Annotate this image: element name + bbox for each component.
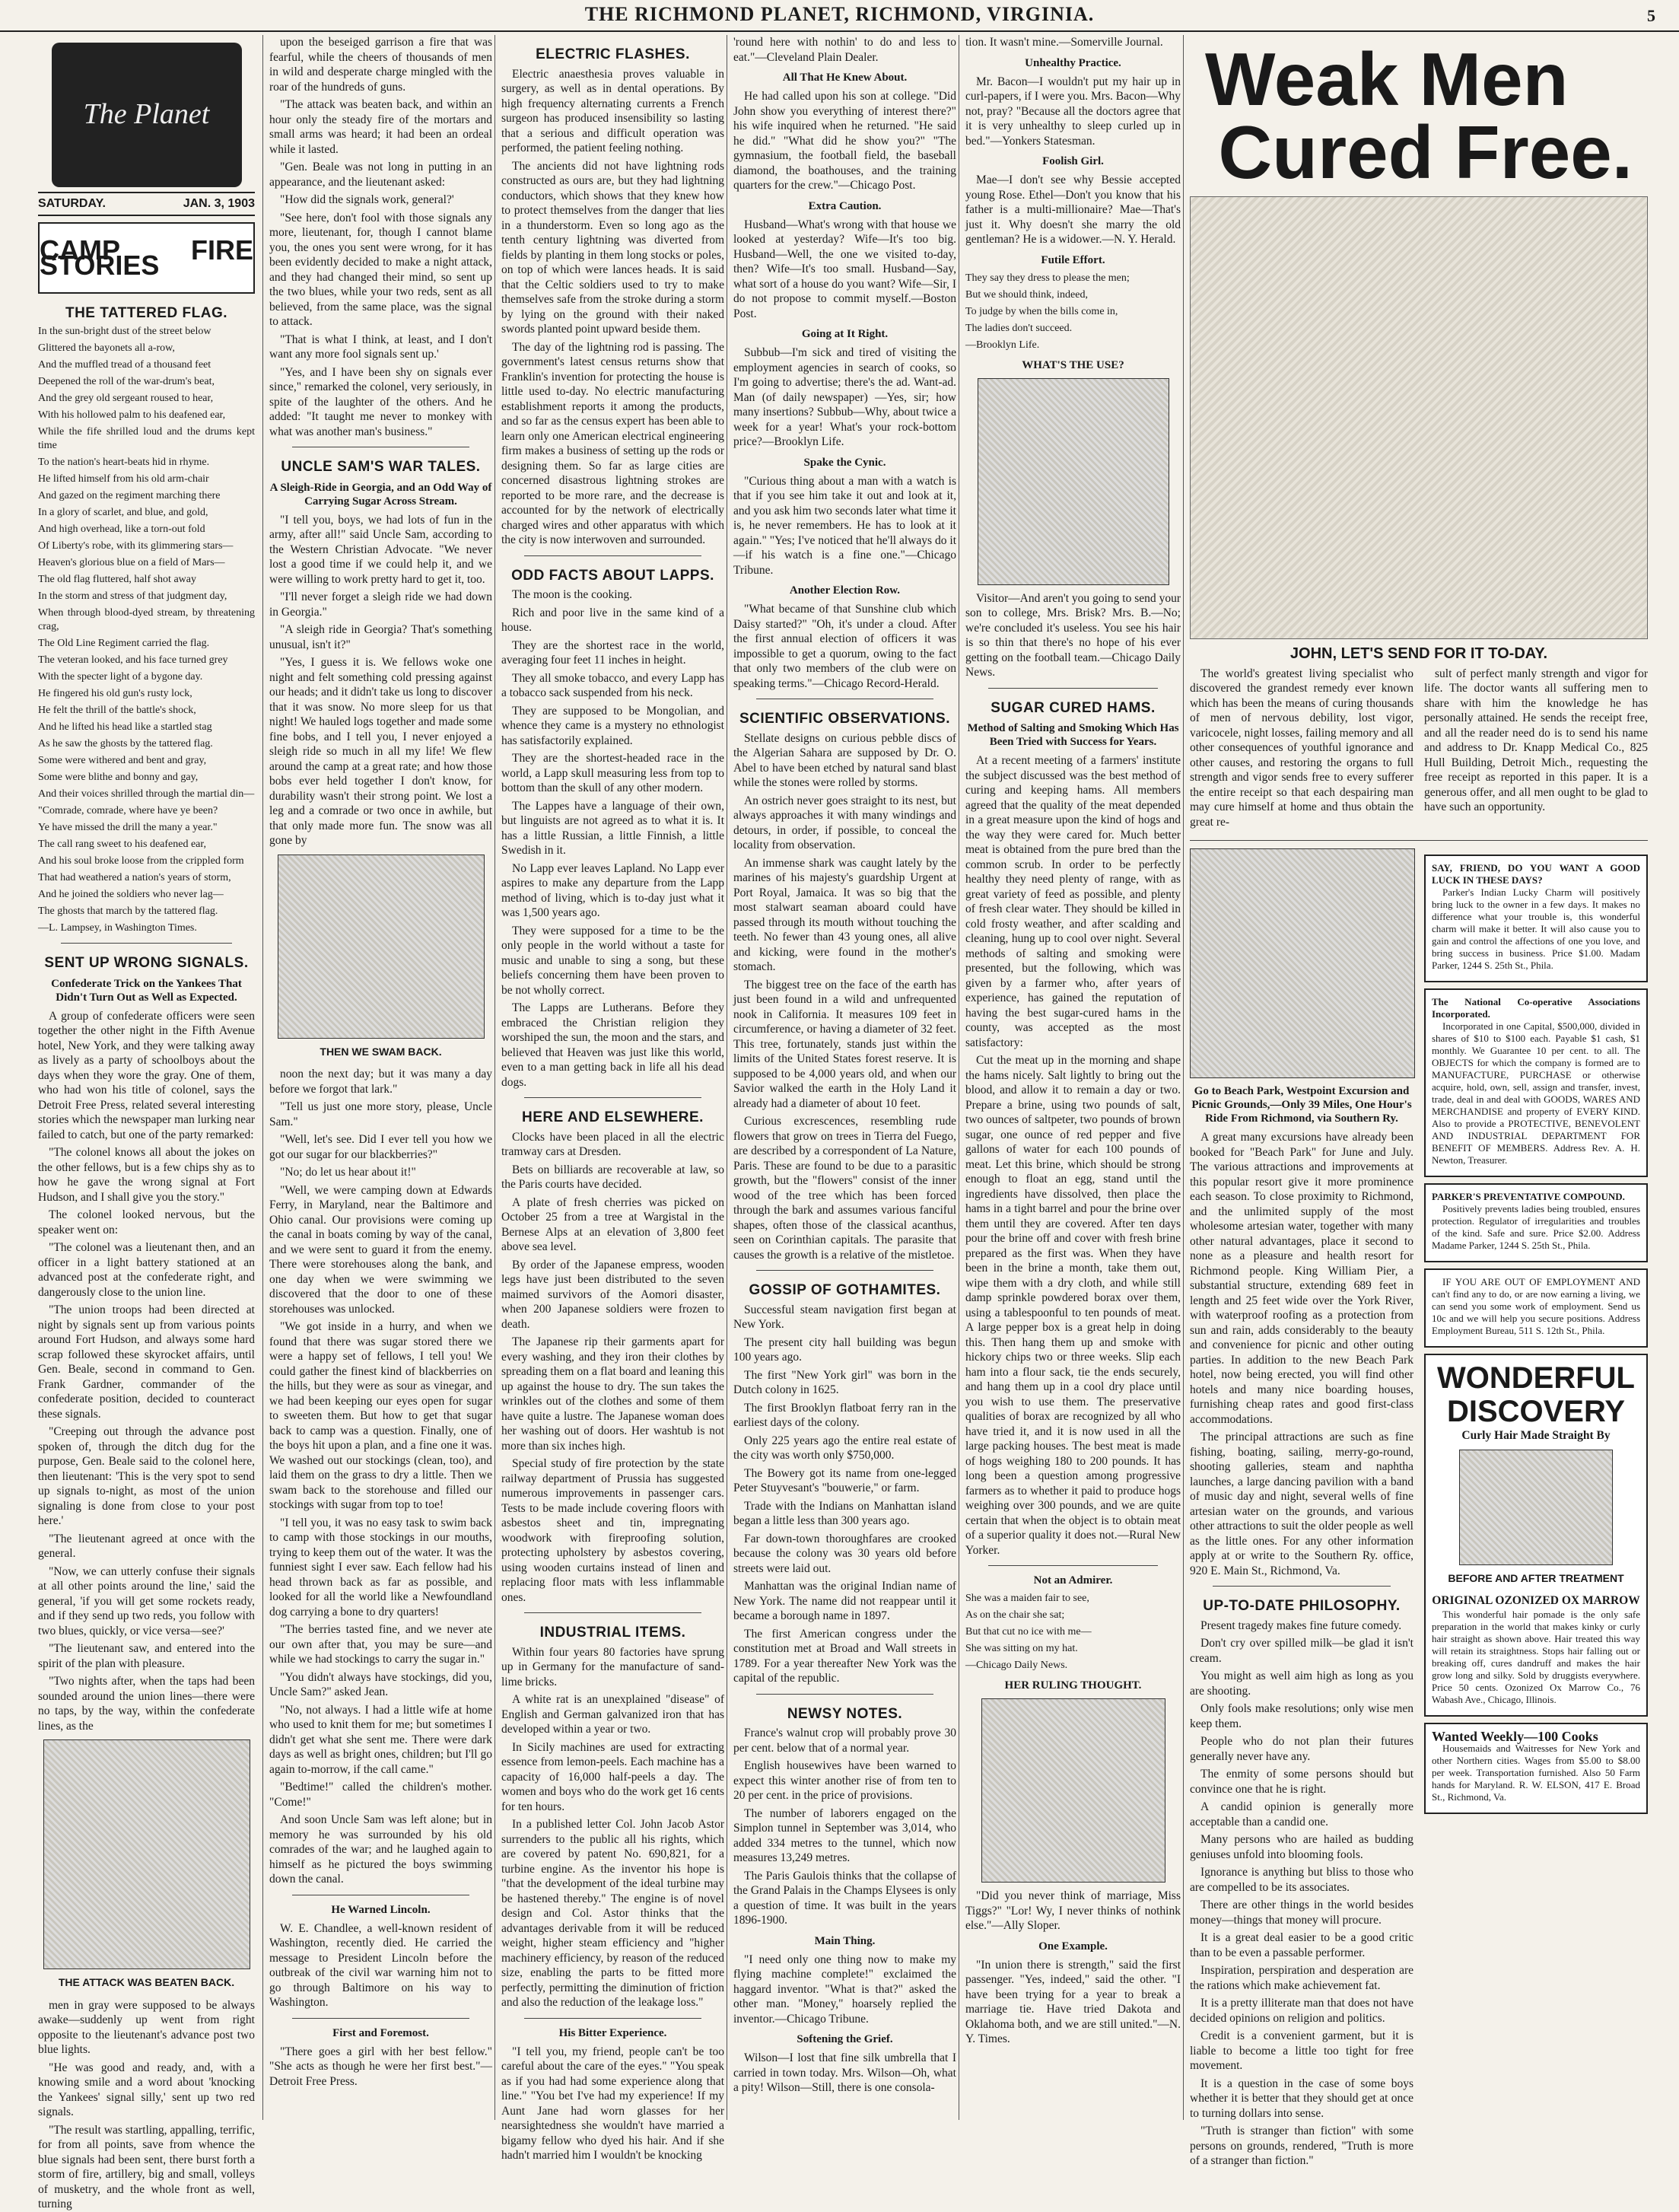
paragraph: Present tragedy makes fine future comedy. xyxy=(1200,1618,1402,1632)
paragraph: Only fools make resolutions; only wise men keep them. xyxy=(1190,1702,1413,1730)
poem-line: The veteran looked, and his face turned grey xyxy=(38,654,228,666)
paragraph: The day of the lightning rod is passing. The government's latest census returns show that Franklin's invention for protecting the house is little used to-day. No electric manufacturing establishment reports it among the products, and so far as the census expert has been able to learn only one American electrical engineering firm makes a business of setting up the rods or designing them. So far as large cities are concerned disastrous lightning strokes are reported to be more rare, and the decrease is accounted for by the network of electrically charged wires and other apparatus with which the city is now interwoven and surrounded. xyxy=(501,340,724,546)
story-subtitle: Confederate Trick on the Yankees That Didn't Turn Out as Well as Expected. xyxy=(51,977,242,1004)
main-title: Main Thing. xyxy=(814,1934,876,1947)
poem-title: THE TATTERED FLAG. xyxy=(65,304,228,321)
scientific-title: SCIENTIFIC OBSERVATIONS. xyxy=(739,711,950,727)
dateline xyxy=(38,192,255,216)
paragraph: The present city hall building was begun 100 years ago. xyxy=(733,1335,956,1364)
paragraph: In Sicily machines are used for extracting essence from lemon-peels. Each machine has a capacity of 16,000 half-peels a day. The women and boys who do the work get 16 cents for ten hours. xyxy=(501,1740,724,1813)
cynic-title: Spake the Cynic. xyxy=(803,456,886,469)
paragraph: A candid opinion is generally more acceptable than a candid one. xyxy=(1190,1800,1413,1828)
paragraph: upon the beseiged garrison a fire that was fearful, while the cheers of thousands of men in wild and desperate charge mingled with the roar of the hundreds of guns. xyxy=(269,36,492,94)
paragraph: They were supposed for a time to be the only people in the world without a taste for music and unable to sing a song, but these beliefs concerning them have been proven to be not wholly correct. xyxy=(501,924,724,997)
paragraph: By order of the Japanese empress, wooden legs have just been distributed to the seven maimed survivors of the Aomori disaster, when 200 Japanese soldiers were frozen to death. xyxy=(501,1258,724,1331)
paragraph: The Paris Gaulois thinks that the collapse of the Grand Palais in the Champs Elysees is only a question of time. It was built in the years 1896-1900. xyxy=(733,1869,956,1927)
paragraph: The first "New York girl" was born in the Dutch colony in 1625. xyxy=(733,1368,956,1396)
paragraph: "Yes, and I have been shy on signals ever since," remarked the colonel, very seriously, in spite of the laughter of the others. And he added: "It taught me never to monkey with what was another man's business." xyxy=(269,365,492,438)
paragraph: They are the shortest race in the world, averaging four feet 11 inches in height. xyxy=(501,638,724,667)
paragraph: "Now, we can utterly confuse their signals at all other points around the line,' said the general, 'if you will get some rockets ready, and if they send up two reds, you follow with two blues, quickly, or vice versa—see?' xyxy=(38,1564,255,1638)
ad-body-right: sult of perfect manly strength and vigor for life. The doctor wants all suffering men to share with him the knowledge he has personally attained. He sends the receipt free, and all the reader need do is to send his name and address to Dr. Knapp Medical Co., 825 Hull Building, Detroit Mich., requesting the free receipt as reported in this paper. It is a generous offer, and all men ought to be glad to have such an opportunity. xyxy=(1424,667,1648,813)
paragraph: "Bedtime!" called the children's mother. "Come!" xyxy=(269,1781,492,1809)
preventative-title: PARKER'S PREVENTATIVE COMPOUND. xyxy=(1432,1191,1625,1202)
paragraph: "Creeping out through the advance post spoken of, through the ditch dug for the purpose, Gen. Beale said to the colonel here, then lieutenant: 'This is the very spot to send up signals to-night, as most of the union signaling is done from close to your post here.' xyxy=(38,1425,255,1527)
first-text: "There goes a girl with her best fellow." "She acts as though he were her first best."—Detroit Free Press. xyxy=(269,2045,492,2088)
futile-poem xyxy=(965,272,1181,352)
poem-line: With the specter light of a bygone day. xyxy=(38,671,203,683)
wanted-ad xyxy=(1424,1723,1648,1814)
poem-line: She was a maiden fair to see, xyxy=(965,1593,1089,1604)
paragraph: France's walnut crop will probably prove 30 per cent. below that of a normal year. xyxy=(733,1727,956,1755)
wonderful-discovery-heading: WONDERFUL DISCOVERY xyxy=(1437,1361,1635,1428)
poem-line: But we should think, indeed, xyxy=(965,288,1088,301)
planet-logo: The Planet xyxy=(52,43,242,187)
column-4 xyxy=(727,35,962,2120)
poem-line: As on the chair she sat; xyxy=(965,1609,1065,1621)
paragraph: "No, not always. I had a little wife at home who used to knit them for me; but sometimes I didn't get what she sent me. There were dark days as well as bright ones, children; but I'll go again to-morrow, if the call came." xyxy=(269,1703,492,1776)
swimming-illustration xyxy=(278,855,485,1039)
paragraph: Special study of fire protection by the state railway department of Prussia has suggested numerous improvements in passenger cars. Tests to be made include covering floors with asbestos sheet and tin, impregnating woodwork with fireproofing solution, protecting upholstery by asbestos covering, using wooden curtains instead of linen and replacing floor mats with less inflammable ones. xyxy=(501,1457,724,1604)
battle-illustration xyxy=(43,1739,250,1969)
paragraph: "I'll never forget a sleigh ride we had down in Georgia." xyxy=(269,590,492,619)
paragraph: The colonel looked nervous, but the speaker went on: xyxy=(38,1208,255,1236)
foolish-text: Mae—I don't see why Bessie accepted young Rose. Ethel—Don't you know that his father is a multi-millionaire? Mae—That's just it. Why doesn't she marry the old gentleman? He is a widower.—N. Y. Herald. xyxy=(965,173,1181,246)
poem-line: They say they dress to please the men; xyxy=(965,272,1130,284)
poem-line: In a glory of scarlet, and blue, and gold, xyxy=(38,507,208,518)
paragraph: Rich and poor live in the same kind of a house. xyxy=(501,606,724,634)
poem-line: With his hollowed palm to his deafened ear, xyxy=(38,409,226,421)
paragraph: The number of laborers engaged on the Simplon tunnel in September was 3,014, who added 334 metres to the tunnel, which now measures 13,249 metres. xyxy=(733,1806,956,1864)
paragraph: "The berries tasted fine, and we never ate our own after that, you may be sure—and while we had stockings to carry the sugar in." xyxy=(269,1623,492,1666)
ad-body-left: The world's greatest living specialist who discovered the grandest remedy ever known which has been the means of curing thousands of men of nervous debility, lost vigor, varicocele, night losses, failing memory and all other consequences of youthful ignorance and other causes, and restoring the organs to full strength and vigor sends free to every sufferer the entire receipt so that each despairing man may cure himself at home and thus obtain the great re- xyxy=(1190,667,1413,829)
preventative-text: Positively prevents ladies being troubled, ensures protection. Regulator of irregularities and troubles of the kind. Safe and sure. Price $2.00. Address Madame Parker, 1244 S. 25th St., Phila. xyxy=(1432,1203,1640,1251)
unhealthy-title: Unhealthy Practice. xyxy=(1025,56,1121,69)
poem-line: Of Liberty's robe, with its glimmering stars— xyxy=(38,540,234,552)
uncle-sam-body-end xyxy=(269,1067,492,1887)
poem-line: And their voices shrilled through the martial din— xyxy=(38,788,255,800)
paragraph: It is a question in the case of some boys whether it is better that they should get at once to turning dollars into sense. xyxy=(1190,2077,1413,2120)
poem-line: He felt the thrill of the battle's shock, xyxy=(38,705,196,716)
marlin-gun-ad-illustration xyxy=(1190,848,1415,1078)
gotham-title: GOSSIP OF GOTHAMITES. xyxy=(749,1282,941,1298)
paragraph: They all smoke tobacco, and every Lapp has a tobacco sack suspended from his neck. xyxy=(501,671,724,699)
paragraph: The enmity of some persons should but convince one that he is right. xyxy=(1190,1768,1413,1796)
poem-line: Glittered the bayonets all a-row, xyxy=(38,342,175,354)
paragraph: It is a great deal easier to be a good critic than to be even a passable performer. xyxy=(1190,1931,1413,1959)
poem-line: And the muffled tread of a thousand feet xyxy=(38,359,211,371)
uncle-sam-subtitle: A Sleigh-Ride in Georgia, and an Odd Way of Carrying Sugar Across Stream. xyxy=(269,481,492,508)
dateline-date: JAN. 3, 1903 xyxy=(183,197,255,210)
paragraph: A plate of fresh cherries was picked on October 25 from a tree at Wargistal in the Bernese Alps at an elevation of 3,800 feet above sea level. xyxy=(501,1195,724,1253)
preventative-ad xyxy=(1424,1183,1648,1262)
all-text: He had called upon his son at college. "Did John show you everything of interest there?" his wife inquired when he returned. "He said he did." "What did he show you?" "The gymnasium, the football field, the baseball diamond, the boathouses, and the training quarters for the crew."—Chicago Post. xyxy=(733,90,956,192)
poem-line: And gazed on the regiment marching there xyxy=(38,490,221,501)
lincoln-text: W. E. Chandlee, a well-known resident of Washington, recently died. He carried the message to President Lincoln before the outbreak of the civil war warning him not to go through Baltimore on his way to Washington. xyxy=(269,1921,492,2009)
paragraph: Inspiration, perspiration and desperation are the rations which make achievement fat. xyxy=(1190,1964,1413,1992)
paragraph: "How did the signals work, general?' xyxy=(280,193,454,206)
extra-title: Extra Caution. xyxy=(808,199,882,212)
paragraph: "No; do let us hear about it!" xyxy=(280,1166,416,1179)
beach-text-2: The principal attractions are such as fine fishing, boating, sailing, merry-go-round, shooting galleries, steam and naphtha launches, a large dancing pavilion with a band of music day and night, several wells of fine artesian water on the grounds, and various other attractions to suit the older people as well as the little ones. For any other information apply at or write to the Southern Ry. office, 920 E. Main St., Richmond, Va. xyxy=(1190,1431,1413,1577)
uncle-sam-body xyxy=(269,513,492,848)
poem-line: The Old Line Regiment carried the flag. xyxy=(38,638,210,649)
unhealthy-text: Mr. Bacon—I wouldn't put my hair up in curl-papers, if I were you. Mrs. Bacon—Why not, pray? "Because all the doctors agree that it is very unhealthy to sleep curled up in bed."—Yonkers Statesman. xyxy=(965,75,1181,148)
column-1 xyxy=(38,35,261,2210)
newsy-title: NEWSY NOTES. xyxy=(787,1705,903,1722)
row-text: "What became of that Sunshine club which Daisy started?" "Oh, it's under a cloud. After the first annual election of officers it was impossible to get a quorum, owing to the fact that only two members of the club were on speaking terms."—Chicago Record-Herald. xyxy=(733,603,956,690)
poem-line: The call rang sweet to his deafened ear, xyxy=(38,839,206,850)
column-3 xyxy=(494,35,730,2162)
soft-title: Softening the Grief. xyxy=(797,2033,893,2045)
before-after-illustration xyxy=(1459,1450,1613,1565)
paragraph: Far down-town thoroughfares are crooked because the colony was 30 years old before streets were laid out. xyxy=(733,1532,956,1575)
masthead xyxy=(0,0,1679,32)
page-number: 5 xyxy=(1647,6,1656,25)
going-text: Subbub—I'm sick and tired of visiting the employment agencies in search of cooks, so I'm going to advertise; there's the ad. Want-ad. Man (of daily newspaper) —Yes, sir; how many insertions? Subbub—Why, about twice a week for a year! What's your rock-bottom price?—Brooklyn Life. xyxy=(733,346,956,448)
swimming-caption: THEN WE SWAM BACK. xyxy=(320,1045,442,1058)
weak-men-heading: Weak Men xyxy=(1205,37,1569,121)
poem-line: He lifted himself from his old arm-chair xyxy=(38,473,209,485)
poem-line: The ghosts that march by the tattered flag. xyxy=(38,905,218,917)
cooperative-ad xyxy=(1424,988,1648,1177)
column-5 xyxy=(959,35,1187,2120)
poem-line: Some were withered and bent and gray, xyxy=(38,755,207,766)
poem-line: As he saw the ghosts by the tattered flag. xyxy=(38,738,213,750)
poem-line: In the storm and stress of that judgment day, xyxy=(38,590,227,602)
paragraph: No Lapp ever leaves Lapland. No Lapp ever aspires to make any departure from the Lapp method of living, which is to-day just what it was 1,500 years ago. xyxy=(501,861,724,919)
poem-line: That had weathered a nation's years of storm, xyxy=(38,872,231,883)
paragraph: "The colonel was a lieutenant then, and an officer in a light battery stationed at an advanced post at the confederate right, and dangerously close to the union line. xyxy=(38,1241,255,1299)
going-title: Going at It Right. xyxy=(801,328,889,340)
poem-line: —L. Lampsey, in Washington Times. xyxy=(38,922,197,934)
philosophy-body xyxy=(1190,1618,1413,2169)
ham-body xyxy=(965,753,1181,1558)
paragraph: "Well, let's see. Did I ever tell you how we got our sugar for our blackberries?" xyxy=(269,1133,492,1161)
electric-body xyxy=(501,67,724,548)
here-title: HERE AND ELSEWHERE. xyxy=(522,1109,704,1125)
paragraph: "The lieutenant agreed at once with the general. xyxy=(38,1532,255,1560)
poem-line: The old flag fluttered, half shot away xyxy=(38,574,196,585)
paragraph: "Gen. Beale was not long in putting in an appearance, and the lieutenant asked: xyxy=(269,161,492,189)
paragraph: Many persons who are hailed as budding geniuses unfold into blooming fools. xyxy=(1190,1833,1413,1861)
dateline-day: SATURDAY. xyxy=(38,197,106,210)
ham-subtitle: Method of Salting and Smoking Which Has Been Tried with Success for Years. xyxy=(967,722,1179,748)
paragraph: There are other things in the world besides money—things that money will procure. xyxy=(1190,1899,1413,1927)
story-body xyxy=(38,1009,255,1734)
first-title: First and Foremost. xyxy=(332,2026,429,2039)
use-title: WHAT'S THE USE? xyxy=(1022,358,1124,371)
paragraph: A white rat is an unexplained "disease" of English and German galvanized iron that has developed within a year or two. xyxy=(501,1693,724,1736)
ad-caption: JOHN, LET'S SEND FOR IT TO-DAY. xyxy=(1289,645,1548,662)
row-title: Another Election Row. xyxy=(789,584,901,597)
poem-line: "Comrade, comrade, where have ye been? xyxy=(38,805,218,816)
employment-ad xyxy=(1424,1268,1648,1348)
campfire-stories-banner: CAMP FIRE STORIES xyxy=(38,222,255,294)
poem-line: And high overhead, like a torn-out fold xyxy=(38,524,205,535)
paragraph: "Tell us just one more story, please, Uncle Sam." xyxy=(269,1100,492,1128)
main-text: "I need only one thing now to make my flying machine complete!" exclaimed the haggard inventor. "What is that?" asked the other man. "Money," hoarsely replied the inventor.—Chicago Tribune. xyxy=(733,1953,956,2026)
paragraph: noon the next day; but it was many a day before we forgot that lark." xyxy=(269,1068,492,1096)
paragraph: The first Brooklyn flatboat ferry ran in the earliest days of the colony. xyxy=(733,1401,956,1429)
ox-marrow-name: ORIGINAL OZONIZED OX MARROW xyxy=(1432,1594,1640,1607)
poem-line: Heaven's glorious blue on a field of Mars— xyxy=(38,557,225,568)
electric-title: ELECTRIC FLASHES. xyxy=(536,46,690,62)
admirer-title: Not an Admirer. xyxy=(1033,1574,1113,1587)
foolish-title: Foolish Girl. xyxy=(1042,155,1104,167)
poem-line: And his soul broke loose from the crippled form xyxy=(38,855,244,867)
poem-line: To judge by when the bills come in, xyxy=(965,305,1118,317)
soft-text: Wilson—I lost that fine silk umbrella that I carried in town today. Mrs. Wilson—Oh, what a pity! Wilson—Still, there is one consola- xyxy=(733,2051,956,2094)
paragraph: "The lieutenant saw, and entered into the spirit of the plan with pleasure. xyxy=(38,1642,255,1670)
lapps-title: ODD FACTS ABOUT LAPPS. xyxy=(511,567,714,584)
paragraph: They are supposed to be Mongolian, and whence they came is a mystery no ethnologist has satisfactorily explained. xyxy=(501,704,724,747)
paragraph: "The union troops had been directed at night by signals sent up from various points around Fort Hudson, and always some hard scrap followed these skyrocket affairs, until Gen. Beale, second in command to Gen. Frank Gardner, commander of the confederate position, decided to counteract these signals. xyxy=(38,1303,255,1421)
lucky-charm-text: Parker's Indian Lucky Charm will positively bring luck to the owner in a few days. It makes no difference what your trouble is, this wonderful charm will make it better. It will also cause you to gain and control the affections of one you love, and bring success in business. Price $1.00. Madam Parker, 1244 S. 25th St., Phila. xyxy=(1432,886,1640,971)
paragraph: Electric anaesthesia proves valuable in surgery, as well as in dental operations. By high frequency alternating currents a French surgeon has produced insensibility so lasting that a serious and difficult operation was performed, the patient feeling nothing. xyxy=(501,67,724,154)
philosophy-title: UP-TO-DATE PHILOSOPHY. xyxy=(1203,1598,1401,1614)
couple-illustration xyxy=(981,1698,1165,1883)
beach-title: Go to Beach Park, Westpoint Excursion and Picnic Grounds,—Only 39 Miles, One Hour's Ride From Richmond, via Southern Ry. xyxy=(1191,1085,1412,1125)
futile-title: Futile Effort. xyxy=(1041,253,1105,266)
story-title: SENT UP WRONG SIGNALS. xyxy=(44,955,249,971)
column-2 xyxy=(262,35,498,2120)
ox-marrow-ad xyxy=(1424,1354,1648,1717)
poem-line: And he lifted his head like a startled stag xyxy=(38,721,212,733)
poem-line: While the fife shrilled loud and the drums kept time xyxy=(38,426,255,451)
paragraph: An immense shark was caught lately by the marines of his majesty's guardship Urgent at Port Royal, Jamaica. It was so big that the most stalwart seaman aboard could have passed through its mouth without touching the teeth. No fewer than 43 young ones, all alive and kicking, were found in the mother's stomach. xyxy=(733,856,956,973)
paragraph: Clocks have been placed in all the electric tramway cars at Dresden. xyxy=(501,1130,724,1158)
ox-marrow-text: This wonderful hair pomade is the only safe preparation in the world that makes kinky or curly hair straight as shown above. Hair treated this way will retain its straightness. Stops hair falling out or breaking off, cures dandruff and makes the hair grow long and silky. Sold by druggists everywhere. Price 50 cents. Ozonized Ox Marrow Co., 76 Wabash Ave., Chicago, Illinois. xyxy=(1432,1608,1640,1705)
gotham-body xyxy=(733,1303,956,1686)
paragraph: It is a pretty illiterate man that does not have decided opinions on religion and politics. xyxy=(1190,1997,1413,2025)
paragraph: "Yes, I guess it is. We fellows woke one night and felt something cold pressing against our heads; and it didn't take us long to discover that it was snow. No more sleep for us that night! We hauled logs together and made some fine bobs, and I tell you, I never enjoyed a sleigh ride so much in all my life! We flew around the camp at a great rate; and how those bobs ever held together I don't know, for durability wasn't their strong point. We lost a leg and a comrade or two once in awhile, but that only made more fun. The snow was all gone by xyxy=(269,656,492,847)
beach-text: A great many excursions have already been booked for "Beach Park" for June and July. The various attractions and improvements at this popular resort give it more prominence each season. To close proximity to Richmond, and the unlimited supply of the most wholesome artesian water, together with many other natural advantages, place it second to none as a pleasure and health resort for Richmond people. King William Pier, a substantial structure, extending 689 feet in length and 25 feet wide over the York River, with waterproof roofing as a protection from sun and rain, adds considerably to the beauty and convenience for picnic and other outing parties. In addition to the new Beach Park hotel, now being erected, you will find other hotels and many nice boarding houses, furnishing cheap rates and good first-class accommodations. xyxy=(1190,1131,1413,1426)
poem-line: —Brooklyn Life. xyxy=(965,339,1040,351)
paragraph: Stellate designs on curious pebble discs of the Algerian Sahara are supposed by Dr. O. Abel to have been etched by natural sand blast while the stones were rolled by storms. xyxy=(733,731,956,789)
ad-body xyxy=(1190,667,1648,833)
ham-title: SUGAR CURED HAMS. xyxy=(991,699,1156,716)
example-text: "In union there is strength," said the first passenger. "Yes, indeed," said the other. "I have been trying for a year to break a marriage tie. Have tried Dakota and Oklahoma both, and we are still united."—N. Y. Times. xyxy=(965,1958,1181,2045)
paragraph: The first American congress under the constitution met at Broad and Wall streets in 1789. For a year thereafter New York was the capital of the republic. xyxy=(733,1627,956,1685)
poem-line: In the sun-bright dust of the street below xyxy=(38,326,211,337)
story-continued xyxy=(269,35,492,439)
paragraph: In a published letter Col. John Jacob Astor surrenders to the public all his rights, which are covered by patent No. 690,821, for a turbine engine. As the inventor his hope is "that the development of the ideal turbine may be hastened thereby." The engine is of novel design and Col. Astor thinks that the advantages derivable from it will be reduced weight, higher steam efficiency and "higher machinery efficiency, by reason of the reduced size, enabling the parts to be fitted more perfectly, permitting the diminution of friction and also the reduction of the leakage loss." xyxy=(501,1818,724,2009)
lincoln-title: He Warned Lincoln. xyxy=(331,1903,431,1916)
paragraph: And soon Uncle Sam was left alone; but in memory he was surrounded by his old comrades of the war; and he laughed again to himself as he pictured the boys swimming down the canal. xyxy=(269,1813,492,1886)
wanted-title: Wanted Weekly—100 Cooks xyxy=(1432,1728,1598,1744)
paragraph: Bets on billiards are recoverable at law, so the Paris courts have decided. xyxy=(501,1163,724,1191)
paragraph: They are the shortest-headed race in the world, a Lapp skull measuring less from top to bottom than the skull of any other modern. xyxy=(501,752,724,794)
paragraph: Don't cry over spilled milk—be glad it isn't cream. xyxy=(1190,1637,1413,1665)
paragraph: Trade with the Indians on Manhattan island began a little less than 300 years ago. xyxy=(733,1499,956,1527)
poem-line: He fingered his old gun's rusty lock, xyxy=(38,688,192,699)
lapps-body xyxy=(501,587,724,1090)
poem-line: She was sitting on my hat. xyxy=(965,1643,1078,1654)
uncle-sam-title: UNCLE SAM'S WAR TALES. xyxy=(281,459,481,475)
here-body xyxy=(501,1130,724,1606)
poem-line: —Chicago Daily News. xyxy=(965,1660,1068,1671)
paragraph: Only 225 years ago the entire real estate of the city was worth only $750,000. xyxy=(733,1434,956,1462)
column-6-ads xyxy=(1183,35,1654,2167)
paragraph: "The attack was beaten back, and within an hour only the steady fire of the mortars and small arms was heard; it had been an ordeal while it lasted. xyxy=(269,98,492,156)
poem-line: And the grey old sergeant roused to hear, xyxy=(38,393,214,404)
all-title: All That He Knew About. xyxy=(782,72,908,84)
lucky-charm-ad xyxy=(1424,855,1648,982)
cooperative-text: Incorporated in one Capital, $500,000, divided in shares of $10 to $100 each. Payable $1 cash, $1 monthly. We Guarantee 10 per cent. to all. The OBJECTS for which the company is formed are to MANUFACTURE, PURCHASE or otherwise acquire, hold, own, sell, assign and transfer, invest, trade, deal in and deal with GOODS, WARES AND MERCHANDISE and property of EVERY KIND. Also to provide a PROTECTIVE, BENEVOLENT AND INDUSTRIAL DEPARTMENT FOR BENEFIT OF MEMBERS. Address Rev. A. H. Newton, Treasurer. xyxy=(1432,1020,1640,1166)
paragraph: "He was good and ready, and, with a knowing smile and a word about 'knocking the Yankees' signal silly,' sent up two red signals. xyxy=(38,2061,255,2118)
extra-text: Husband—What's wrong with that house we looked at yesterday? Wife—It's too big. Husband—Well, the one we visited to-day, then? Wife—It's too small. Husband—Say, what sort of a house do you want? Wife—Sir, I do not propose to commit myself.—Boston Post. xyxy=(733,218,956,320)
battle-caption: THE ATTACK WAS BEATEN BACK. xyxy=(58,1976,235,1988)
newspaper-title: THE RICHMOND PLANET, RICHMOND, VIRGINIA. xyxy=(584,3,1095,25)
paragraph: The Bowery got its name from one-legged Peter Stuyvesant's "bouwerie," or farm. xyxy=(733,1466,956,1494)
paragraph: An ostrich never goes straight to its nest, but always approaches it with many windings and detours, in order, if possible, to conceal the locality from observation. xyxy=(733,794,956,851)
paragraph: "Two nights after, when the taps had been sounded around the union lines—there were no taps, by the way, within the confederate lines, as the xyxy=(38,1675,255,1733)
paragraph: "We got inside in a hurry, and when we found that there was sugar stored there we were a happy set of fellows, I tell you! We could gather the finest kind of blackberries on the hills, but they were as sour as vinegar, and we had been keeping our eyes open for sugar to sweeten them. But how to get that sugar back to camp was a question. Finally, one of the boys hit upon a plan, and a fine one it was. We washed out our stockings (clean, too), and laid them on the grass to dry a little. Then we swam back to the storehouse and filled our stockings with sugar from top to toe! xyxy=(269,1320,492,1511)
paragraph: The Lappes have a language of their own, but linguists are not agreed as to what it is. It has a little Russian, a little Finnish, a little Swedish in it. xyxy=(501,799,724,857)
paragraph: The ancients did not have lightning rods constructed as ours are, but they had lightning conductors, which shows that they knew how to protect themselves from the danger that lies in a thunderstorm. Even so long ago as the tenth century lightning was diverted from fields by planting in them long stocks or poles, on top of which were lances heads. It is said that the Celtic soldiers used to try to make themselves safe from the stroke during a storm by lying on the ground with their naked swords planted point upward beside them. xyxy=(501,159,724,336)
story-body-end xyxy=(38,1998,255,2212)
paragraph: "Truth is stranger than fiction" with some persons on grounds, rendered, "Truth is more of a stranger than fiction." xyxy=(1190,2124,1413,2167)
paragraph: The moon is the cooking. xyxy=(512,588,632,601)
paragraph: men in gray were supposed to be always awake—suddenly up went from right opposite to the lieutenant's advance post two blue lights. xyxy=(38,1998,255,2056)
paragraph: "Well, we were camping down at Edwards Ferry, in Maryland, near the Baltimore and Ohio canal. Our provisions were coming up the canal in boats coming by way of the canal, and we were sent to guard it from the enemy. There were storehouses along the bank, and one day when we were swimming we discovered that the door to one of these storehouses was unlocked. xyxy=(269,1183,492,1316)
poem-line: And he joined the soldiers who never lag— xyxy=(38,889,224,900)
col4-top: 'round here with nothin' to do and less to eat."—Cleveland Plain Dealer. xyxy=(733,36,956,64)
paragraph: Successful steam navigation first began at New York. xyxy=(733,1303,956,1331)
before-after-caption: BEFORE AND AFTER TREATMENT xyxy=(1448,1571,1624,1584)
poem-line: But that cut no ice with me— xyxy=(965,1626,1092,1638)
cynic-text: "Curious thing about a man with a watch is that if you see him take it out and look at it, and you ask him two seconds later what time it is, he never remembers. He has to look at it again." "Yes; I've noticed that he'll always do it—if his watch is a fine one."—Chicago Tribune. xyxy=(733,474,956,577)
employment-text: IF YOU ARE OUT OF EMPLOYMENT AND can't find any to do, or are now earning a living, we can send you some work of employment. Send us 10c and we will help you secure positions. Address Employment Bureau, 511 S. 12th St., Phila. xyxy=(1432,1276,1640,1336)
paragraph: The biggest tree on the face of the earth has just been found in a wild and unfrequented nook in California. It measures 109 feet in circumference, or having a diameter of 32 feet. This tree, fortunately, stands just within the limits of the United States forest reserve. It is supposed to be 4,000 years old, and when our Savior walked the earth in the Holy Land it already had a diameter of about 10 feet. xyxy=(733,978,956,1110)
lucky-charm-title: SAY, FRIEND, DO YOU WANT A GOOD LUCK IN THESE DAYS? xyxy=(1432,862,1640,886)
paragraph: "That is what I think, at least, and I don't want any more fool signals sent up.' xyxy=(269,333,492,361)
paragraph: Curious excrescences, resembling rude flowers that grow on trees in Tierra del Fuego, are described by a correspondent of La Nature, Paris. These are found to be due to a parasitic growth, but the "flowers" consist of the inner wood of the tree which has been forced through the bark and assumes various fanciful shapes, often those of the classical acanthus, seen on Corinthian capitals. The parasite that causes the growth is a relative of the mistletoe. xyxy=(733,1115,956,1262)
bitter-text: "I tell you, my friend, people can't be too careful about the care of the eyes." "You speak as if you had had some experience along that line." "You bet I've had my experience! If my Aunt Jane had worn glasses for her nearsightedness she wouldn't have married a bigamy fellow who dyed his hair. And if she hadn't married him I wouldn't be knocking xyxy=(501,2045,724,2162)
cooperative-title: The National Co-operative Associations Incorporated. xyxy=(1432,996,1640,1020)
ruling-text: "Did you never think of marriage, Miss Tiggs?" "Lor! Wy, I never thinks of nothink else."—Ally Sloper. xyxy=(965,1889,1181,1932)
lower-ads xyxy=(1190,848,1648,2172)
paragraph: "The colonel knows all about the jokes on the other fellows, but is a few chips shy as to how he gave the wrong signal at Fort Hudson, and I shall give you the story." xyxy=(38,1146,255,1204)
bitter-title: His Bitter Experience. xyxy=(558,2026,667,2039)
poem-line: When through blood-dyed stream, by threatening crag, xyxy=(38,607,255,632)
paragraph: At a recent meeting of a farmers' institute the subject discussed was the best method of curing and keeping hams. All members agreed that the quality of the meat depended in a great measure upon the kind of hogs and the way they were cared for. Much better meat is obtained from the pure bred than the common scrub. In order to be perfectly healthy they need plenty of range, with as great variety of feed as possible, and plenty of fresh clear water. They should be killed in cold frosty weather, and after scalding and cleaning, hung up to cool over night. Several methods of salting and smoking were presented, but the following, which was given by a farmer who, after years of experience, has gained the reputation of having the best sugar-cured hams in the county, was accepted as the most satisfactory: xyxy=(965,754,1181,1049)
wanted-text: Housemaids and Waitresses for New York and other Northern cities. Wages from $5.00 to $8.00 per week. Transportation furnished. Also 50 Farm hands for Maryland. R. W. ELSON, 417 E. Broad St., Richmond, Va. xyxy=(1432,1742,1640,1803)
admirer-poem xyxy=(965,1592,1181,1673)
paragraph: "A sleigh ride in Georgia? That's something unusual, isn't it?" xyxy=(269,623,492,651)
paragraph: "See here, don't fool with those signals any more, lieutenant, for, though I cannot blame you, the ones you sent were wrong, for it has been evidently decided to make a night attack, and they had changed their mind, so sent up the two blues, while your two reds, sent as all believed, from the same place, was the signal to attack. xyxy=(269,211,492,328)
industrial-title: INDUSTRIAL ITEMS. xyxy=(539,1625,686,1641)
col5-top: tion. It wasn't mine.—Somerville Journal. xyxy=(965,36,1163,49)
ladies-illustration xyxy=(978,378,1169,585)
poem-line: Some were blithe and bonny and gay, xyxy=(38,772,199,783)
paragraph: People who do not plan their futures generally never have any. xyxy=(1190,1735,1413,1763)
cured-free-heading: Cured Free. xyxy=(1218,110,1633,194)
poem-line: To the nation's heart-beats hid in rhyme. xyxy=(38,457,210,468)
use-text: Visitor—And aren't you going to send your son to college, Mrs. Brisk? Mrs. B.—No; we're concluded it's useless. You see his hair is so thin that there's no hope of his ever getting on the football team.—Chicago Daily News. xyxy=(965,591,1181,679)
paragraph: "I tell you, it was no easy task to swim back to camp with those stockings in our mouths, trying to keep them out of the water. It was the funniest sight I ever saw. Each fellow had his head thrown back as far as possible, and looked for all the world like a Newfoundland dog carrying a bone to dry quarters! xyxy=(269,1516,492,1618)
poem-line: Ye have missed the drill the many a year." xyxy=(38,822,218,833)
poem-line: The ladies don't succeed. xyxy=(965,322,1073,334)
paragraph: The Japanese rip their garments apart for every washing, and they iron their clothes by spreading them on a flat board and leaning this up against the house to dry. The sun takes the wrinkles out of the clothes and some of them have quite a lustre. The Japanese woman does her washing out of doors. Her washtub is not more than six inches high. xyxy=(501,1335,724,1453)
paragraph: A group of confederate officers were seen together the other night in the Fifth Avenue hotel, New York, and they were talking away as lively as a party of schoolboys about the days when they wore the gray. One of them, who had won his title of colonel, says the Detroit Free Press, related several interesting stories which the newspaper man lurking near failed to catch, but one of the party remarked: xyxy=(38,1009,255,1141)
example-title: One Example. xyxy=(1038,1940,1108,1953)
couple-reading-illustration xyxy=(1190,196,1648,639)
paragraph: "You didn't always have stockings, did you, Uncle Sam?" asked Jean. xyxy=(269,1670,492,1698)
paragraph: English housewives have been warned to expect this winter another rise of from ten to 20 per cent. in the price of provisions. xyxy=(733,1759,956,1802)
scientific-body xyxy=(733,731,956,1263)
industrial-body xyxy=(501,1645,724,2010)
curly-hair-subheading: Curly Hair Made Straight By xyxy=(1461,1429,1611,1442)
paragraph: Ignorance is anything but bliss to those who are compelled to be its associates. xyxy=(1190,1866,1413,1894)
paragraph: Manhattan was the original Indian name of New York. The name did not reappear until it became a borough name in 1897. xyxy=(733,1580,956,1622)
paragraph: Cut the meat up in the morning and shape the hams nicely. Salt lightly to bring out the blood, and allow it to remain a day or two. Prepare a brine, using two pounds of salt, two ounces of saltpeter, two pounds of brown sugar, one ounce of red pepper and five gallons of water for each 100 pounds of meat. Let this brine, which should be strong enough to float an egg, stand until the ingredients have dissolved, then place the hams in a tight barrel and pour the brine over them until they are covered. After ten days pour the brine off and cover with fresh brine prepared as the first was. When they have been in the brine a month, take them out, wipe them with a dry cloth, and while still damp sprinkle powdered borax over them, using a tablespoonful to ten pounds of meat. A large pepper box is a great help in doing this. Then hang them up and smoke with hickory chips two or three weeks. Slip each ham into a flour sack, tie the ends securely, and hang them up in a cool dry place until you wish to use them. The preservative qualities of borax are recognized by all who have tried it, and it is now used in all the large packing houses. The best meat is made of hogs weighing 180 to 200 pounds. It has long been a question among progressive farmers as to whether it paid to produce hogs weighing over 300 pounds, and we are quite certain that when the object is to obtain meat of a superior quality it does not.—Rural New Yorker. xyxy=(965,1054,1181,1557)
paragraph: The Lapps are Lutherans. Before they embraced the Christian religion they worshiped the sun, the moon and the stars, and believed that Heaven was just like this world, even to a man getting back in life all his dead dogs. xyxy=(501,1001,724,1089)
paragraph: Credit is a convenient garment, but it is liable to become a little too tight for free movement. xyxy=(1190,2029,1413,2072)
poem-body xyxy=(38,325,255,935)
paragraph: Within four years 80 factories have sprung up in Germany for the manufacture of sand-lime bricks. xyxy=(501,1645,724,1688)
poem-line: Deepened the roll of the war-drum's beat, xyxy=(38,376,215,387)
paragraph: "The result was startling, appalling, terrific, for from all points, save from whence the blue signals had been sent, there burst forth a storm of fire, artillery, big and small, volleys of musketry, and the whole front as well, turning xyxy=(38,2123,255,2210)
paragraph: "I tell you, boys, we had lots of fun in the army, after all!" said Uncle Sam, according to the Western Christian Advocate. "We never lost a good time if we could help it, and we were willing to work pretty hard to get it, too. xyxy=(269,513,492,586)
newsy-body xyxy=(733,1726,956,1928)
paragraph: You might as well aim high as long as you are shooting. xyxy=(1190,1669,1413,1698)
ruling-title: HER RULING THOUGHT. xyxy=(1004,1679,1142,1692)
